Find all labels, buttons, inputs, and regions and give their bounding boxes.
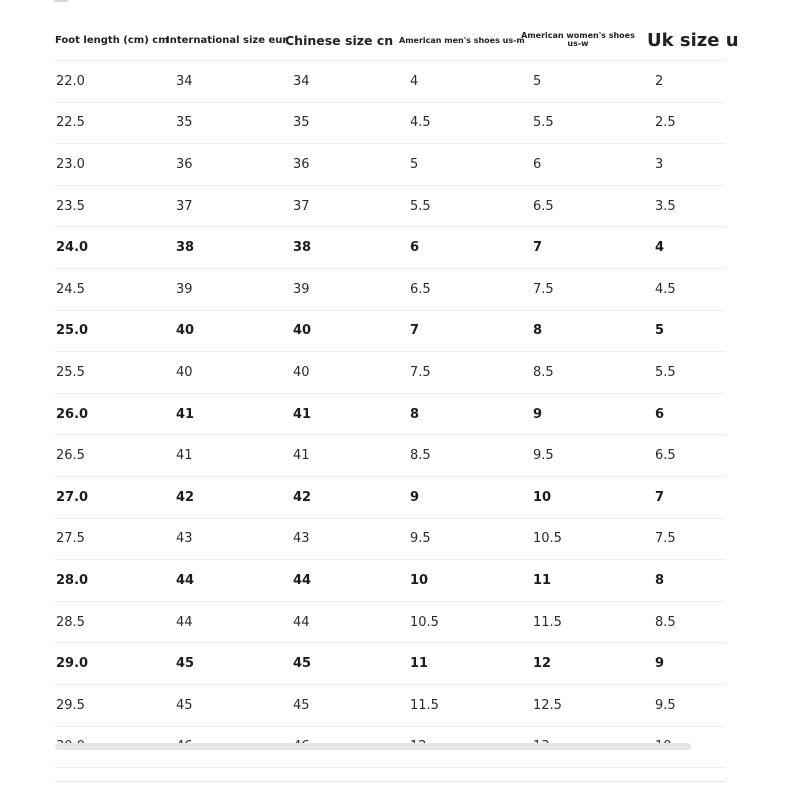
table-row [55,227,725,269]
cell-cn-size: 34 [293,73,310,89]
header-cn-size: Chinese size cn [285,32,394,48]
cell-cn-size: 41 [293,406,312,422]
cell-uk-size: 3.5 [655,198,676,214]
cell-us-men-size: 4.5 [410,115,431,131]
top-edge-mark [54,0,68,2]
table-row [55,352,725,394]
cell-cn-size: 44 [293,614,310,630]
cell-cn-size: 43 [293,531,310,547]
cell-foot-length: 27.5 [56,531,85,547]
table-row [55,560,725,602]
cell-foot-length: 28.0 [56,572,89,588]
cell-eur-size: 41 [176,406,195,422]
cell-us-women-size: 7.5 [533,281,554,297]
cell-us-women-size: 6 [533,156,542,172]
table-row [55,394,725,436]
cell-foot-length: 23.0 [56,156,85,172]
cell-eur-size: 42 [176,489,195,505]
table-row [55,311,725,353]
cell-foot-length: 25.5 [56,364,85,380]
cell-us-men-size: 5.5 [410,198,431,214]
cell-foot-length: 24.5 [56,281,85,297]
cell-foot-length: 29.5 [56,697,85,713]
cell-us-women-size: 12 [533,656,552,672]
table-row [55,103,725,145]
cell-us-men-size: 7 [410,323,420,339]
cell-eur-size: 44 [176,572,195,588]
cell-eur-size: 39 [176,281,193,297]
cell-uk-size: 5 [655,323,665,339]
cell-foot-length: 22.5 [56,115,85,131]
table-header-row [55,20,739,61]
cell-us-men-size: 10.5 [410,614,439,630]
cell-us-women-size: 7 [533,240,543,256]
cell-foot-length: 26.0 [56,406,89,422]
cell-cn-size: 36 [293,156,310,172]
cell-us-women-size: 10.5 [533,531,562,547]
cell-us-women-size: 5.5 [533,115,554,131]
cell-us-women-size: 12.5 [533,697,562,713]
bottom-divider [55,781,725,782]
cell-eur-size: 44 [176,614,193,630]
cell-uk-size: 2 [655,73,664,89]
size-conversion-table [55,20,739,768]
table-row [55,144,725,186]
cell-cn-size: 42 [293,489,312,505]
cell-uk-size: 9.5 [655,697,676,713]
cell-uk-size: 4.5 [655,281,676,297]
cell-eur-size: 34 [176,73,193,89]
header-us-men-size: American men's shoes us-m [399,35,525,45]
cell-us-women-size: 8.5 [533,364,554,380]
cell-uk-size: 3 [655,156,664,172]
cell-us-women-size: 5 [533,73,542,89]
cell-eur-size: 35 [176,115,193,131]
header-eur-size: International size eur [166,34,288,46]
cell-foot-length: 26.5 [56,448,85,464]
cell-eur-size: 41 [176,448,193,464]
cell-cn-size: 45 [293,656,312,672]
table-row [55,477,725,519]
cell-cn-size: 35 [293,115,310,131]
cell-foot-length: 29.0 [56,656,89,672]
header-us-women-line-2: us-w [567,39,589,48]
cell-eur-size: 38 [176,240,195,256]
cell-eur-size: 40 [176,323,195,339]
cell-foot-length: 22.0 [56,73,85,89]
cell-cn-size: 40 [293,323,312,339]
cell-us-women-size: 9.5 [533,448,554,464]
cell-cn-size: 39 [293,281,310,297]
cell-us-men-size: 10 [410,572,429,588]
table-row [55,602,725,644]
cell-us-women-size: 8 [533,323,543,339]
table-row [55,186,725,228]
cell-uk-size: 6.5 [655,448,676,464]
cell-us-men-size: 5 [410,156,419,172]
header-foot-length: Foot length (cm) cm [55,34,169,46]
cell-us-women-size: 6.5 [533,198,554,214]
cell-uk-size: 6 [655,406,665,422]
cell-us-women-size: 11.5 [533,614,562,630]
cell-uk-size: 4 [655,240,665,256]
cell-foot-length: 27.0 [56,489,89,505]
cell-eur-size: 43 [176,531,193,547]
cell-eur-size: 45 [176,656,195,672]
header-us-women-size [523,20,633,60]
cell-cn-size: 44 [293,572,312,588]
cell-uk-size: 9 [655,656,665,672]
cell-us-men-size: 6 [410,240,420,256]
cell-uk-size: 7 [655,489,665,505]
cell-cn-size: 41 [293,448,310,464]
cell-uk-size: 8.5 [655,614,676,630]
horizontal-scrollbar[interactable] [55,743,691,750]
cell-us-men-size: 8.5 [410,448,431,464]
cell-foot-length: 24.0 [56,240,89,256]
cell-foot-length: 23.5 [56,198,85,214]
cell-eur-size: 40 [176,364,193,380]
cell-uk-size: 7.5 [655,531,676,547]
cell-uk-size: 5.5 [655,364,676,380]
cell-us-men-size: 6.5 [410,281,431,297]
cell-uk-size: 8 [655,572,665,588]
cell-cn-size: 38 [293,240,312,256]
cell-us-men-size: 8 [410,406,420,422]
cell-eur-size: 37 [176,198,193,214]
cell-cn-size: 45 [293,697,310,713]
table-row [55,685,725,727]
cell-foot-length: 25.0 [56,323,89,339]
cell-us-men-size: 7.5 [410,364,431,380]
cell-eur-size: 36 [176,156,193,172]
cell-uk-size: 2.5 [655,115,676,131]
cell-foot-length: 28.5 [56,614,85,630]
cell-us-men-size: 11 [410,656,429,672]
table-row [55,643,725,685]
cell-us-women-size: 9 [533,406,543,422]
table-row [55,269,725,311]
cell-us-men-size: 9 [410,489,420,505]
table-row [55,61,725,103]
cell-us-men-size: 9.5 [410,531,431,547]
table-row [55,435,725,477]
cell-us-men-size: 4 [410,73,419,89]
cell-cn-size: 37 [293,198,310,214]
cell-us-women-size: 10 [533,489,552,505]
cell-us-men-size: 11.5 [410,697,439,713]
cell-us-women-size: 11 [533,572,552,588]
header-us-women-line-1: American women's shoes [521,31,635,40]
cell-eur-size: 45 [176,697,193,713]
cell-cn-size: 40 [293,364,310,380]
header-uk-size: Uk size u [647,29,739,51]
table-body [55,61,725,768]
table-row [55,519,725,561]
